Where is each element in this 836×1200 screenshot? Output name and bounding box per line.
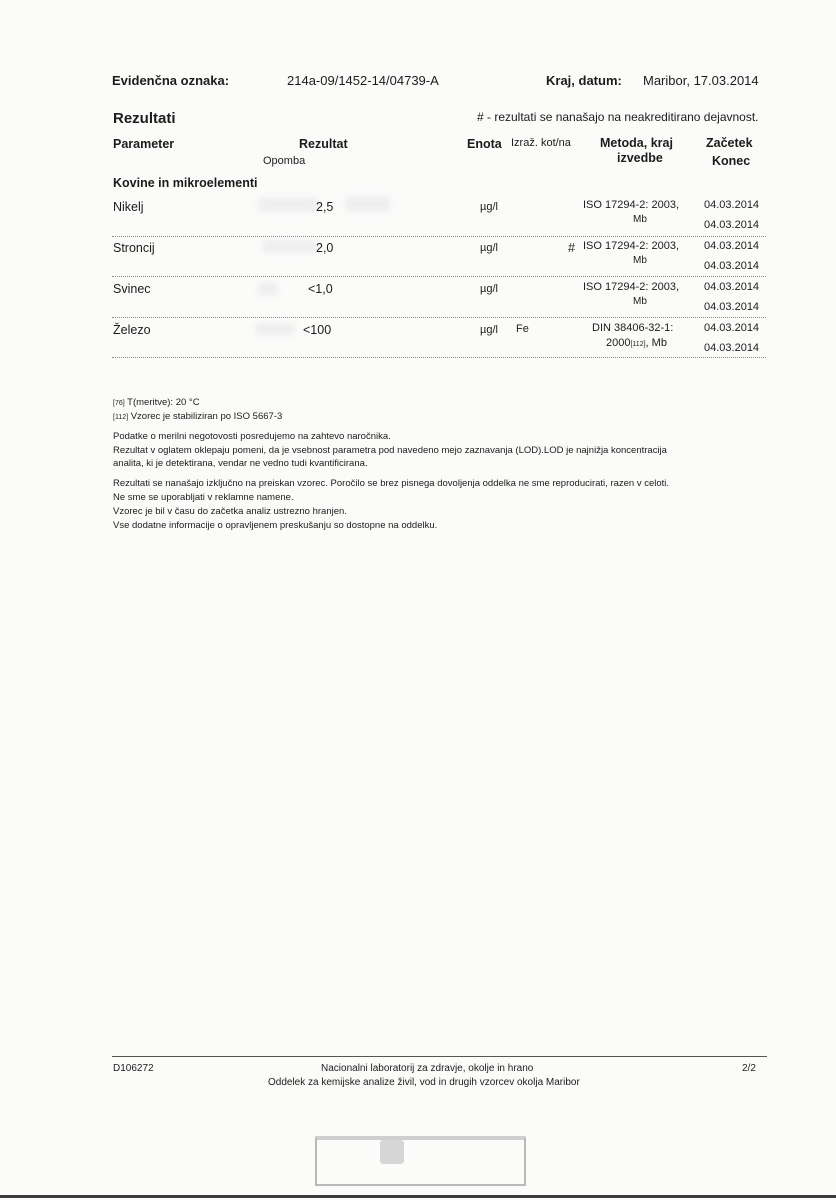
row-separator [112,357,766,358]
remark: Podatke o merilni negotovosti posredujemo na zahtevo naročnika. [113,431,391,442]
document-id: D106272 [113,1063,154,1074]
scan-edge-line [0,1195,836,1198]
row-method-line2: Mb [633,296,647,307]
row-method-line2: Mb [633,214,647,225]
remark: Rezultat v oglatem oklepaju pomeni, da je vsebnost parametra pod navedeno mejo zaznavanja (LOD).LOD je najnižja koncentracija [113,445,667,456]
row-result: <100 [303,323,332,337]
row-method-line1: ISO 17294-2: 2003, [583,281,680,293]
row-method-line2: Mb [633,255,647,266]
institution-name: Nacionalni laboratorij za zdravje, okolje in hrano [321,1063,534,1074]
remark: Ne sme se uporabljati v reklamne namene. [113,492,294,503]
col-start: Začetek [706,136,753,150]
row-unit: µg/l [480,242,498,254]
row-start-date: 04.03.2014 [704,281,760,293]
method-tail: , Mb [645,337,667,349]
place-date-value: Maribor, 17.03.2014 [643,73,759,88]
method-year: 2000 [606,337,631,349]
non-accredited-flag: # [568,241,575,255]
col-method-line1: Metoda, kraj [600,136,673,150]
col-unit: Enota [467,137,502,151]
row-unit: µg/l [480,324,498,336]
row-method-line1: ISO 17294-2: 2003, [583,199,680,211]
col-method-line2: izvedbe [617,151,663,165]
results-title: Rezultati [113,110,176,127]
scanner-tray [315,1138,526,1186]
row-result: 2,0 [316,241,334,255]
row-parameter: Stroncij [113,241,155,255]
row-expressed-as: Fe [516,323,529,335]
row-result: <1,0 [308,282,333,296]
remark: Vse dodatne informacije o opravljenem preskušanju so dostopne na oddelku. [113,520,438,531]
row-end-date: 04.03.2014 [704,342,760,354]
footnote-ref: [112] [113,414,129,421]
col-result: Rezultat [299,137,348,151]
reference-label: Evidenčna oznaka: [112,73,230,88]
row-start-date: 04.03.2014 [704,322,760,334]
row-unit: µg/l [480,283,498,295]
footnote-ref: [76] [113,400,125,407]
row-parameter: Železo [113,323,151,337]
accreditation-note: # - rezultati se nanašajo na neakreditirano dejavnost. [477,110,759,124]
row-start-date: 04.03.2014 [704,199,760,211]
row-parameter: Svinec [113,282,151,296]
group-title: Kovine in mikroelementi [113,176,258,190]
row-unit: µg/l [480,201,498,213]
scanner-mark [380,1140,404,1164]
remark: Rezultati se nanašajo izključno na preiskan vzorec. Poročilo se brez pisnega dovoljenja oddelka ne sme reproducirati, razen v celoti. [113,478,670,489]
remark: Vzorec je bil v času do začetka analiz ustrezno hranjen. [113,506,347,517]
row-method-line2 [606,337,667,349]
row-separator [112,236,766,237]
footnote [113,397,200,408]
row-start-date: 04.03.2014 [704,240,760,252]
footnote-text: Vzorec je stabiliziran po ISO 5667-3 [130,411,283,422]
row-method-line1: DIN 38406-32-1: [592,322,674,334]
col-parameter: Parameter [113,137,175,151]
footnote-text: T(meritve): 20 °C [127,397,200,408]
row-end-date: 04.03.2014 [704,219,760,231]
row-separator [112,276,766,277]
footer-rule [112,1056,767,1057]
row-end-date: 04.03.2014 [704,301,760,313]
footnote [113,411,282,422]
col-expressed-as: Izraž. kot/na [511,137,571,149]
remark: analita, ki je detektirana, vendar ne vedno tudi kvantificirana. [113,458,368,469]
row-parameter: Nikelj [113,200,144,214]
department-name: Oddelek za kemijske analize živil, vod in drugih vzorcev okolja Maribor [268,1077,580,1088]
row-result: 2,5 [316,200,334,214]
col-end: Konec [712,154,751,168]
reference-value: 214a-09/1452-14/04739-A [287,73,439,88]
method-ref: [112] [630,341,646,348]
col-note: Opomba [263,155,306,167]
row-method-line1: ISO 17294-2: 2003, [583,240,680,252]
place-date-label: Kraj, datum: [546,73,622,88]
row-end-date: 04.03.2014 [704,260,760,272]
page-number: 2/2 [742,1063,756,1074]
row-separator [112,317,766,318]
